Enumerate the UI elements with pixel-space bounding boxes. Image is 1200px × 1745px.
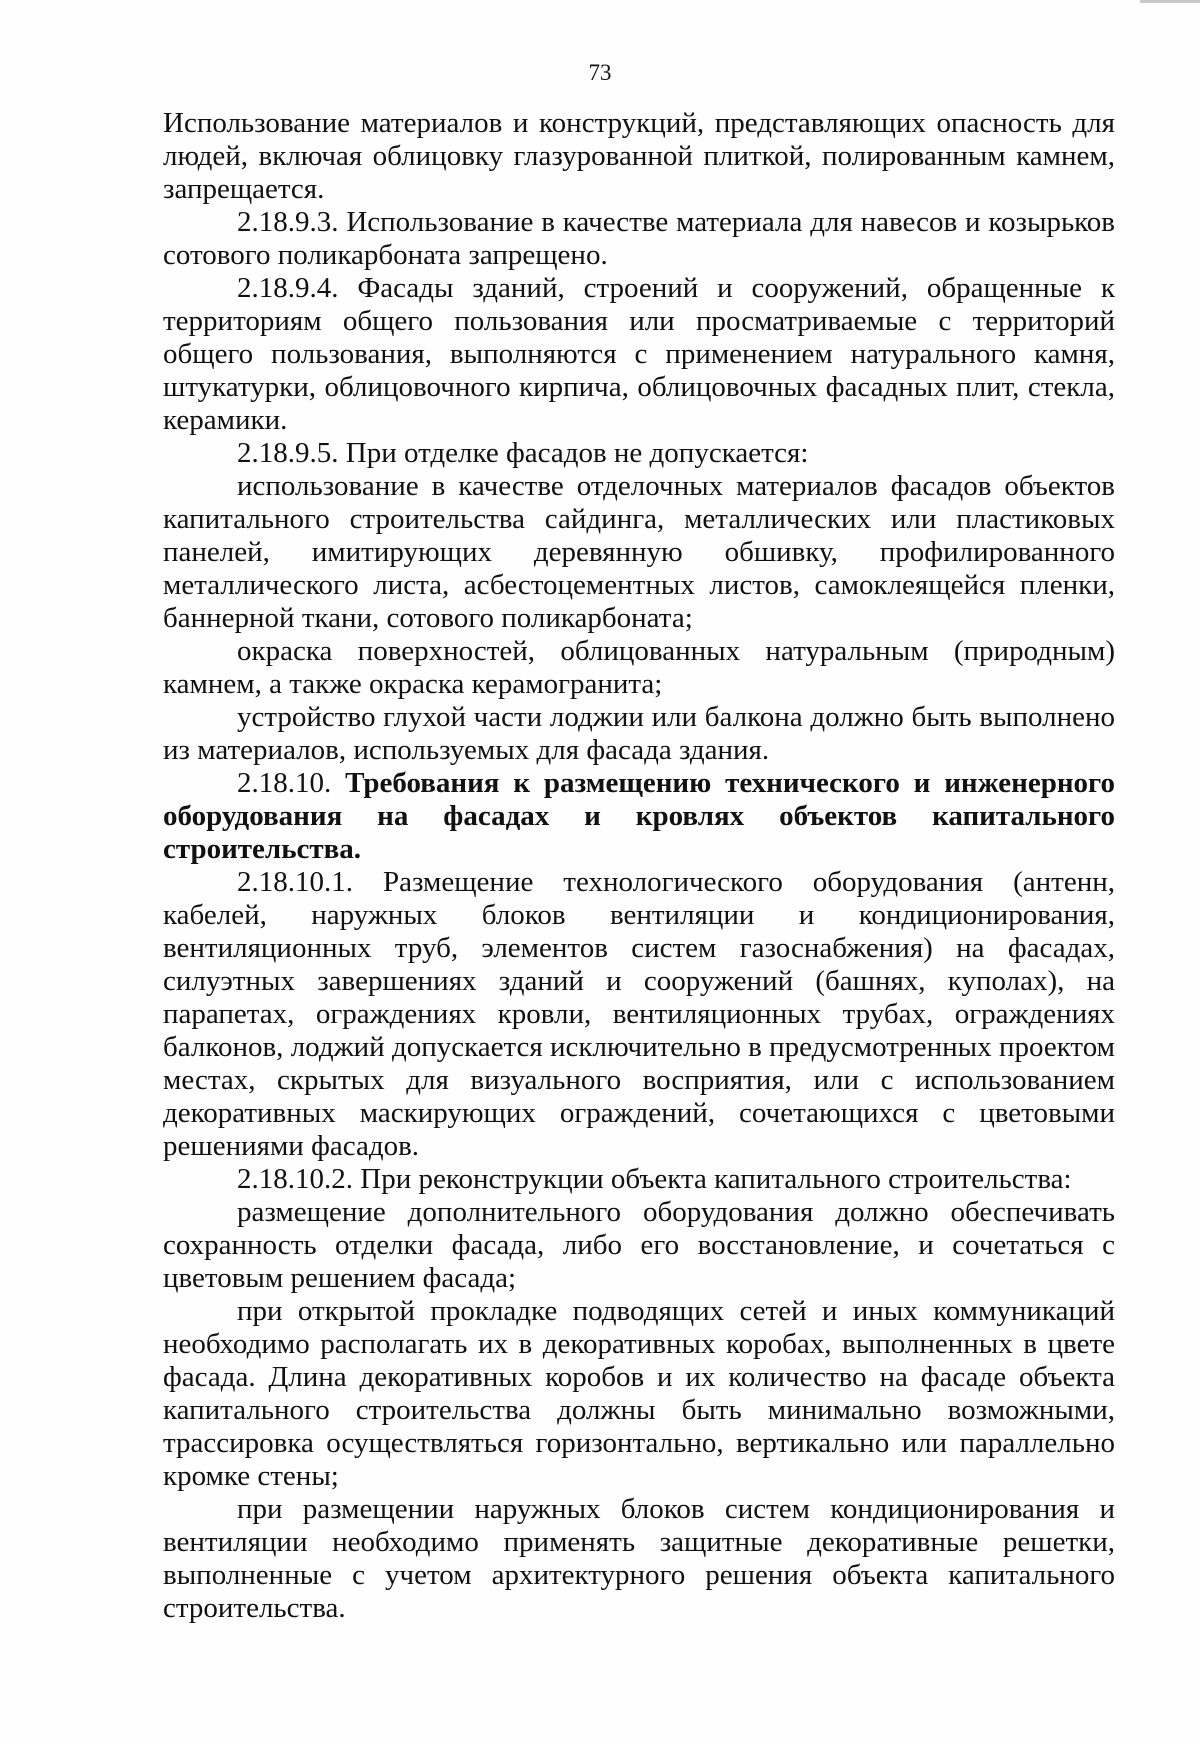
list-item-finishing-materials: использование в качестве отделочных материалов фасадов объектов капитального строительства сайдинга, металлических или пластиковых панелей, имитирующих деревянную обшивку, профилированного металлического листа, асбестоцементных листов, самоклеящейся пленки, баннерной ткани, сотового поликарбоната;: [163, 470, 1115, 634]
list-item-loggia-balcony: устройство глухой части лоджии или балкона должно быть выполнено из материалов, используемых для фасада здания.: [163, 701, 1115, 766]
list-item-additional-equipment: размещение дополнительного оборудования должно обеспечивать сохранность отделки фасада, либо его восстановление, и сочетаться с цветовым решением фасада;: [163, 1196, 1115, 1294]
section-title: Требования к размещению технического и инженерного оборудования на фасадах и кровлях объектов капитального строительства.: [163, 767, 1116, 865]
paragraph-2-18-9-4: 2.18.9.4. Фасады зданий, строений и сооружений, обращенные к территориям общего пользования или просматриваемые с территорий общего пользования, выполняются с применением натурального камня, штукатурки, облицовочного кирпича, облицовочных фасадных плит, стекла, керамики.: [163, 272, 1115, 436]
paragraph-2-18-9-5: 2.18.9.5. При отделке фасадов не допускается:: [237, 437, 809, 469]
list-item-surface-painting: окраска поверхностей, облицованных натуральным (природным) камнем, а также окраска керамогранита;: [163, 635, 1115, 700]
paragraph-2-18-10-1: 2.18.10.1. Размещение технологического оборудования (антенн, кабелей, наружных блоков вентиляции и кондиционирования, вентиляционных труб, элементов систем газоснабжения) на фасадах, силуэтных завершениях зданий и сооружений (башнях, куполах), на парапетах, ограждениях кровли, вентиляционных трубах, ограждениях балконов, лоджий допускается исключительно в предусмотренных проектом местах, скрытых для визуального восприятия, или с использованием декоративных маскирующих ограждений, сочетающихся с цветовыми решениями фасадов.: [163, 866, 1115, 1162]
paragraph-2-18-10-2: 2.18.10.2. При реконструкции объекта капитального строительства:: [237, 1163, 1072, 1195]
page-number: 73: [588, 60, 612, 85]
paragraph-materials-prohibited: Использование материалов и конструкций, представляющих опасность для людей, включая облицовку глазурованной плиткой, полированным камнем, запрещается.: [163, 107, 1115, 205]
section-number: 2.18.10.: [237, 767, 332, 799]
document-body: [163, 107, 1115, 1625]
list-item-outdoor-units: при размещении наружных блоков систем кондиционирования и вентиляции необходимо применять защитные декоративные решетки, выполненные с учетом архитектурного решения объекта капитального строительства.: [163, 1493, 1115, 1624]
paragraph-2-18-9-3: 2.18.9.3. Использование в качестве материала для навесов и козырьков сотового поликарбоната запрещено.: [163, 206, 1115, 271]
scan-edge-mark: [1140, 0, 1200, 3]
list-item-open-wiring: при открытой прокладке подводящих сетей и иных коммуникаций необходимо располагать их в декоративных коробах, выполненных в цвете фасада. Длина декоративных коробов и их количество на фасаде объекта капитального строительства должны быть минимально возможными, трассировка осуществляться горизонтально, вертикально или параллельно кромке стены;: [163, 1295, 1115, 1492]
section-heading-2-18-10: [163, 767, 1115, 866]
